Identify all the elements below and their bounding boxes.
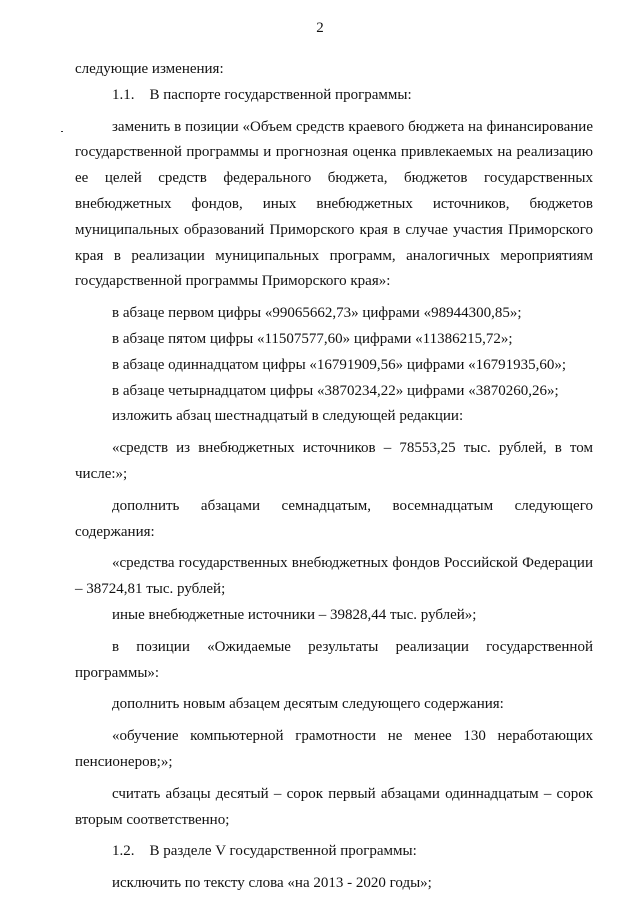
paragraph-expected-results: в позиции «Ожидаемые результаты реализации государственной программы»:: [75, 638, 593, 681]
paragraph-intro: следующие изменения:: [75, 61, 224, 77]
paragraph-extra-budget-funds: «средства государственных внебюджетных фондов Российской Федерации – 38724,81 тыс. рублей;: [75, 555, 593, 598]
paragraph-renumbering: считать абзацы десятый – сорок первый абзацами одиннадцатым – сорок вторым соответственно;: [75, 785, 593, 828]
paragraph-item-eleventh: в абзаце одиннадцатом цифры «16791909,56» цифрами «16791935,60»;: [112, 356, 567, 373]
paragraph-sixteenth-heading: изложить абзац шестнадцатый в следующей редакции:: [112, 408, 464, 425]
paragraph-computer-literacy: «обучение компьютерной грамотности не менее 130 неработающих пенсионеров;»;: [75, 728, 593, 770]
page-number: 2: [316, 20, 324, 36]
paragraph-supplement-heading: дополнить абзацами семнадцатым, восемнадцатым следующего содержания:: [75, 497, 593, 540]
paragraph-item-fifth: в абзаце пятом цифры «11507577,60» цифрами «11386215,72»;: [112, 330, 513, 347]
paragraph-replace-position: заменить в позиции «Объем средств краевого бюджета на финансирование государственной программы и прогнозная оценка привлекаемых на реализацию ее целей средств федерального бюджета, бюджетов государственных внебюджетных фондов, иных внебюджетных источников, бюджетов муниципальных образований Приморского края в случае участия Приморского края в реализации муниципальных программ, аналогичных мероприятиям государственной программы Приморского края»:: [75, 118, 593, 290]
margin-mark: [61, 131, 63, 132]
paragraph-item-first: в абзаце первом цифры «99065662,73» цифрами «98944300,85»;: [112, 305, 522, 322]
paragraph-sixteenth-text: «средств из внебюджетных источников – 78553,25 тыс. рублей, в том числе:»;: [75, 440, 593, 482]
paragraph-other-sources: иные внебюджетные источники – 39828,44 тыс. рублей»;: [112, 606, 477, 623]
paragraph-item-fourteenth: в абзаце четырнадцатом цифры «3870234,22» цифрами «3870260,26»;: [112, 382, 559, 399]
paragraph-1-2-heading: 1.2. В разделе V государственной программы:: [112, 843, 417, 860]
document-body: [75, 57, 593, 897]
paragraph-1-1-heading: 1.1. В паспорте государственной программы:: [112, 86, 412, 103]
paragraph-tenth-heading: дополнить новым абзацем десятым следующего содержания:: [112, 696, 504, 713]
paragraph-exclude-words: исключить по тексту слова «на 2013 - 2020 годы»;: [112, 875, 432, 892]
